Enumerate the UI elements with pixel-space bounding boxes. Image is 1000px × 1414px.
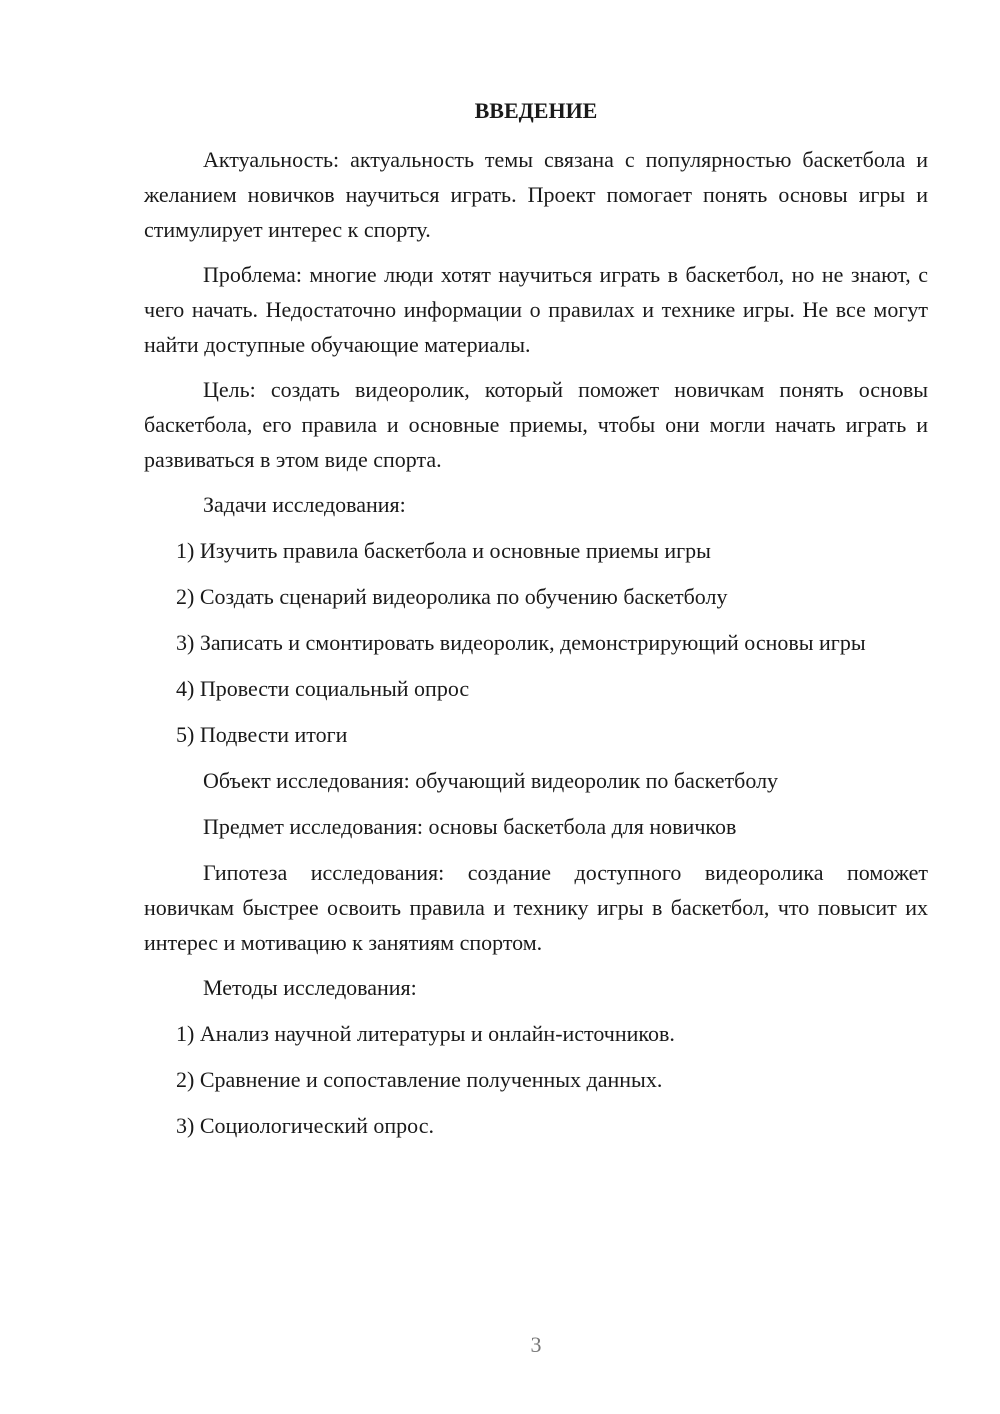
tasks-heading: Задачи исследования: (203, 492, 406, 517)
task-item-1: 1) Изучить правила баскетбола и основные приемы игры (176, 538, 711, 563)
method-item-1: 1) Анализ научной литературы и онлайн-источников. (176, 1021, 675, 1046)
hypothesis-paragraph: Гипотеза исследования: создание доступного видеоролика поможет новичкам быстрее освоить правила и технику игры в баскетбол, что повысит их интерес и мотивацию к занятиям спортом. (144, 860, 928, 955)
page-number: 3 (530, 1332, 542, 1357)
relevance-paragraph: Актуальность: актуальность темы связана с популярностью баскетбола и желанием новичков научиться играть. Проект помогает понять основы игры и стимулирует интерес к спорту. (144, 147, 928, 242)
method-item-2: 2) Сравнение и сопоставление полученных данных. (176, 1067, 663, 1092)
object-paragraph: Объект исследования: обучающий видеоролик по баскетболу (203, 768, 779, 793)
document-page (144, 96, 928, 1154)
methods-heading: Методы исследования: (203, 975, 417, 1000)
task-item-4: 4) Провести социальный опрос (176, 676, 470, 701)
task-item-5: 5) Подвести итоги (176, 722, 348, 747)
task-item-3: 3) Записать и смонтировать видеоролик, демонстрирующий основы игры (176, 630, 866, 655)
subject-paragraph: Предмет исследования: основы баскетбола для новичков (203, 814, 737, 839)
problem-paragraph: Проблема: многие люди хотят научиться играть в баскетбол, но не знают, с чего начать. Недостаточно информации о правилах и технике игры. Не все могут найти доступные обучающие материалы. (144, 262, 928, 357)
method-item-3: 3) Социологический опрос. (176, 1113, 434, 1138)
section-title: ВВЕДЕНИЕ (474, 98, 598, 123)
goal-paragraph: Цель: создать видеоролик, который поможет новичкам понять основы баскетбола, его правила и основные приемы, чтобы они могли начать играть и развиваться в этом виде спорта. (144, 377, 928, 472)
task-item-2: 2) Создать сценарий видеоролика по обучению баскетболу (176, 584, 728, 609)
